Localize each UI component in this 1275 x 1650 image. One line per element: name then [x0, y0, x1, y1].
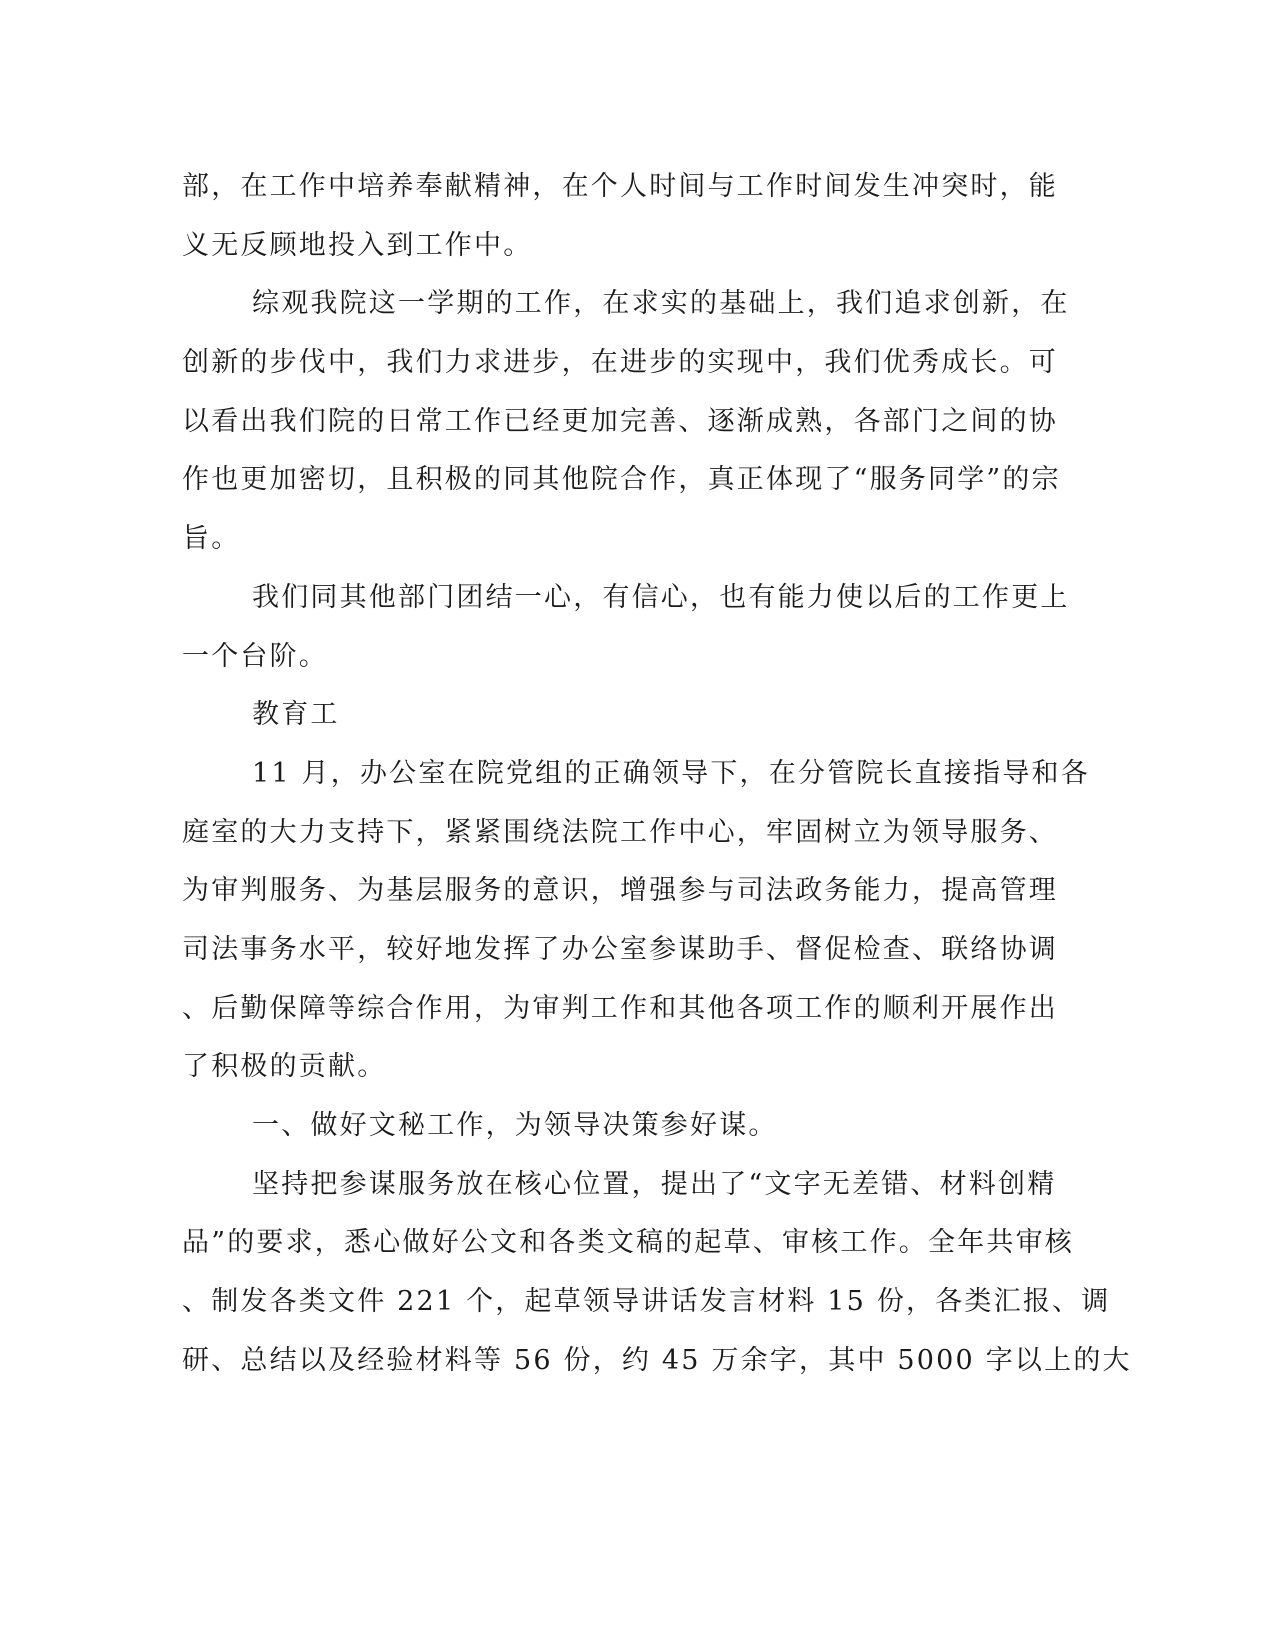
text-line: 、制发各类文件 221 个，起草领导讲话发言材料 15 份，各类汇报、调 [182, 1286, 1111, 1318]
text-line: 、后勤保障等综合作用，为审判工作和其他各项工作的顺利开展作出 [182, 992, 1058, 1024]
text-line: 一个台阶。 [182, 640, 328, 672]
text-line: 研、总结以及经验材料等 56 份，约 45 万余字，其中 5000 字以上的大 [182, 1344, 1132, 1376]
section-heading: 教育工 [252, 699, 340, 731]
text-line: 司法事务水平，较好地发挥了办公室参谋助手、督促检查、联络协调 [182, 933, 1058, 965]
section-heading: 一、做好文秘工作，为领导决策参好谋。 [252, 1110, 778, 1141]
text-line: 庭室的大力支持下，紧紧围绕法院工作中心，牢固树立为领导服务、 [182, 816, 1058, 848]
text-line: 旨。 [182, 523, 241, 555]
text-line: 为审判服务、为基层服务的意识，增强参与司法政务能力，提高管理 [182, 875, 1058, 907]
text-line: 了积极的贡献。 [182, 1051, 387, 1083]
text-line: 品”的要求，悉心做好公文和各类文稿的起草、审核工作。全年共审核 [182, 1227, 1075, 1259]
text-line: 坚持把参谋服务放在核心位置，提出了“文字无差错、材料创精 [252, 1168, 1057, 1200]
text-line: 以看出我们院的日常工作已经更加完善、逐渐成熟，各部门之间的协 [182, 405, 1058, 437]
text-line: 创新的步伐中，我们力求进步，在进步的实现中，我们优秀成长。可 [182, 347, 1058, 379]
text-line: 作也更加密切，且积极的同其他院合作，真正体现了“服务同学”的宗 [182, 464, 1061, 496]
text-line: 我们同其他部门团结一心，有信心，也有能力使以后的工作更上 [252, 581, 1070, 613]
text-line: 11 月，办公室在院党组的正确领导下，在分管院长直接指导和各 [252, 757, 1090, 789]
text-line: 义无反顾地投入到工作中。 [182, 229, 533, 261]
text-line: 部，在工作中培养奉献精神，在个人时间与工作时间发生冲突时，能 [182, 171, 1058, 202]
text-line: 综观我院这一学期的工作，在求实的基础上，我们追求创新，在 [252, 288, 1070, 320]
document-body [182, 158, 1132, 1390]
